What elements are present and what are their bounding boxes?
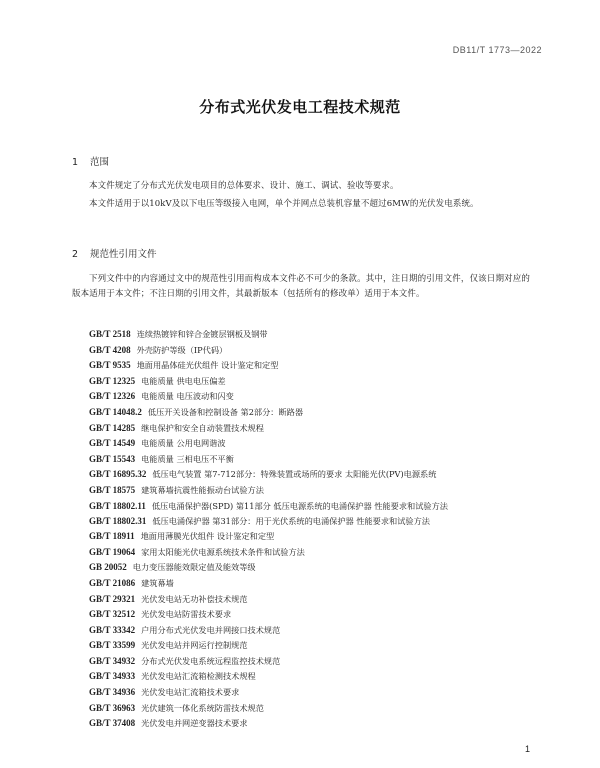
reference-title: 连续热镀锌和锌合金镀层钢板及钢带 (136, 329, 268, 339)
reference-title: 光伏发电站并网运行控制规范 (141, 640, 248, 651)
reference-title: 建筑幕墙 (141, 577, 174, 588)
reference-item (72, 405, 542, 421)
page-number: 1 (524, 744, 530, 754)
reference-code: GB/T 9535 (89, 360, 131, 371)
reference-title: 外壳防护等级（IP代码） (136, 344, 228, 355)
reference-item (72, 623, 542, 639)
section-2-paragraph-1: 下列文件中的内容通过文中的规范性引用而构成本文件必不可少的条款。其中，注日期的引用文件，仅该日期对应的版本适用于本文件；不注日期的引用文件，其最新版本（包括所有的修改单）适用于本文件。 (72, 274, 530, 299)
reference-item (72, 716, 542, 732)
reference-title: 建筑幕墙抗震性能振动台试验方法 (141, 484, 264, 495)
reference-item (72, 374, 542, 390)
reference-title: 光伏发电站防雷技术要求 (141, 609, 232, 620)
reference-code: GB/T 18802.11 (89, 500, 146, 511)
reference-code: GB/T 33342 (89, 624, 136, 635)
reference-code: GB/T 16895.32 (89, 469, 147, 480)
reference-item (72, 685, 542, 701)
reference-code: GB/T 32512 (89, 609, 136, 620)
section-1-paragraph-1: 本文件规定了分布式光伏发电项目的总体要求、设计、施工、调试、验收等要求。 (89, 181, 399, 191)
reference-code: GB/T 14048.2 (89, 406, 142, 417)
section-1-heading (72, 154, 109, 168)
reference-title: 电能质量 供电电压偏差 (141, 375, 226, 386)
reference-item (72, 436, 542, 452)
reference-item (72, 669, 542, 685)
reference-title: 电能质量 公用电网谐波 (141, 438, 226, 449)
reference-title: 光伏发电站无功补偿技术规范 (141, 593, 248, 604)
reference-code: GB/T 15543 (89, 453, 136, 464)
reference-item (72, 327, 542, 343)
reference-item (72, 545, 542, 561)
reference-title: 电力变压器能效限定值及能效等级 (132, 562, 256, 573)
reference-code: GB/T 12325 (89, 375, 136, 386)
reference-title: 家用太阳能光伏电源系统技术条件和试验方法 (141, 546, 305, 557)
reference-title: 低压电涌保护器 第31部分：用于光伏系统的电涌保护器 性能要求和试验方法 (152, 515, 430, 526)
reference-item (72, 358, 542, 374)
reference-title: 低压开关设备和控制设备 第2部分：断路器 (147, 406, 304, 417)
reference-code: GB/T 37408 (89, 718, 136, 729)
section-number: 2 (72, 249, 79, 260)
reference-code: GB/T 12326 (89, 391, 136, 402)
reference-title: 低压电涌保护器(SPD) 第11部分 低压电源系统的电涌保护器 性能要求和试验方法 (151, 500, 448, 511)
section-2-heading (72, 246, 157, 260)
document-title: 分布式光伏发电工程技术规范 (199, 98, 401, 116)
reference-code: GB/T 36963 (89, 702, 136, 713)
reference-item (72, 638, 542, 654)
reference-title: 继电保护和安全自动装置技术规程 (141, 422, 264, 433)
reference-code: GB/T 33599 (89, 640, 136, 651)
reference-title: 电能质量 三相电压不平衡 (141, 453, 234, 464)
reference-item (72, 467, 542, 483)
reference-code: GB/T 4208 (89, 344, 131, 355)
reference-code: GB/T 34933 (89, 671, 136, 682)
reference-code: GB/T 19064 (89, 546, 136, 557)
reference-title: 分布式光伏发电系统远程监控技术规范 (141, 655, 281, 666)
section-1-paragraph-2: 本文件适用于以10kV及以下电压等级接入电网，单个并网点总装机容量不超过6MW的光伏发电系统。 (89, 199, 479, 209)
reference-item (72, 499, 542, 514)
reference-code: GB/T 21086 (89, 577, 136, 588)
reference-item (72, 343, 542, 359)
normative-references-list (72, 327, 542, 732)
reference-item (72, 654, 542, 670)
reference-code: GB/T 34936 (89, 687, 136, 698)
document-code: DB11/T 1773—2022 (452, 45, 542, 55)
reference-title: 光伏发电并网逆变器技术要求 (141, 718, 248, 729)
section-title: 范围 (90, 157, 110, 168)
reference-code: GB/T 14549 (89, 438, 136, 449)
reference-item (72, 607, 542, 623)
reference-code: GB/T 14285 (89, 422, 136, 433)
section-title: 规范性引用文件 (90, 249, 157, 260)
reference-code: GB/T 2518 (89, 329, 131, 339)
reference-title: 户用分布式光伏发电并网接口技术规范 (141, 624, 281, 635)
reference-code: GB/T 18575 (89, 484, 136, 495)
reference-item (72, 421, 542, 437)
reference-title: 地面用晶体硅光伏组件 设计鉴定和定型 (136, 360, 279, 371)
reference-item (72, 529, 542, 545)
reference-code: GB/T 18802.31 (89, 515, 147, 526)
reference-item (72, 701, 542, 717)
reference-item (72, 514, 542, 530)
reference-item (72, 389, 542, 405)
reference-title: 光伏发电站汇流箱技术要求 (141, 687, 240, 698)
reference-code: GB/T 18911 (89, 531, 135, 542)
reference-item (72, 576, 542, 592)
reference-title: 光伏发电站汇流箱检测技术规程 (141, 671, 256, 682)
reference-code: GB 20052 (89, 562, 127, 573)
reference-title: 光伏建筑一体化系统防雷技术规范 (141, 702, 264, 713)
reference-item (72, 560, 542, 576)
reference-code: GB/T 29321 (89, 593, 136, 604)
reference-title: 低压电气装置 第7-712部分：特殊装置或场所的要求 太阳能光伏(PV)电源系统 (152, 469, 437, 480)
reference-title: 地面用薄膜光伏组件 设计鉴定和定型 (140, 531, 275, 542)
reference-item (72, 483, 542, 499)
reference-item (72, 592, 542, 608)
reference-item (72, 452, 542, 468)
section-number: 1 (72, 157, 79, 168)
reference-code: GB/T 34932 (89, 655, 136, 666)
reference-title: 电能质量 电压波动和闪变 (141, 391, 234, 402)
